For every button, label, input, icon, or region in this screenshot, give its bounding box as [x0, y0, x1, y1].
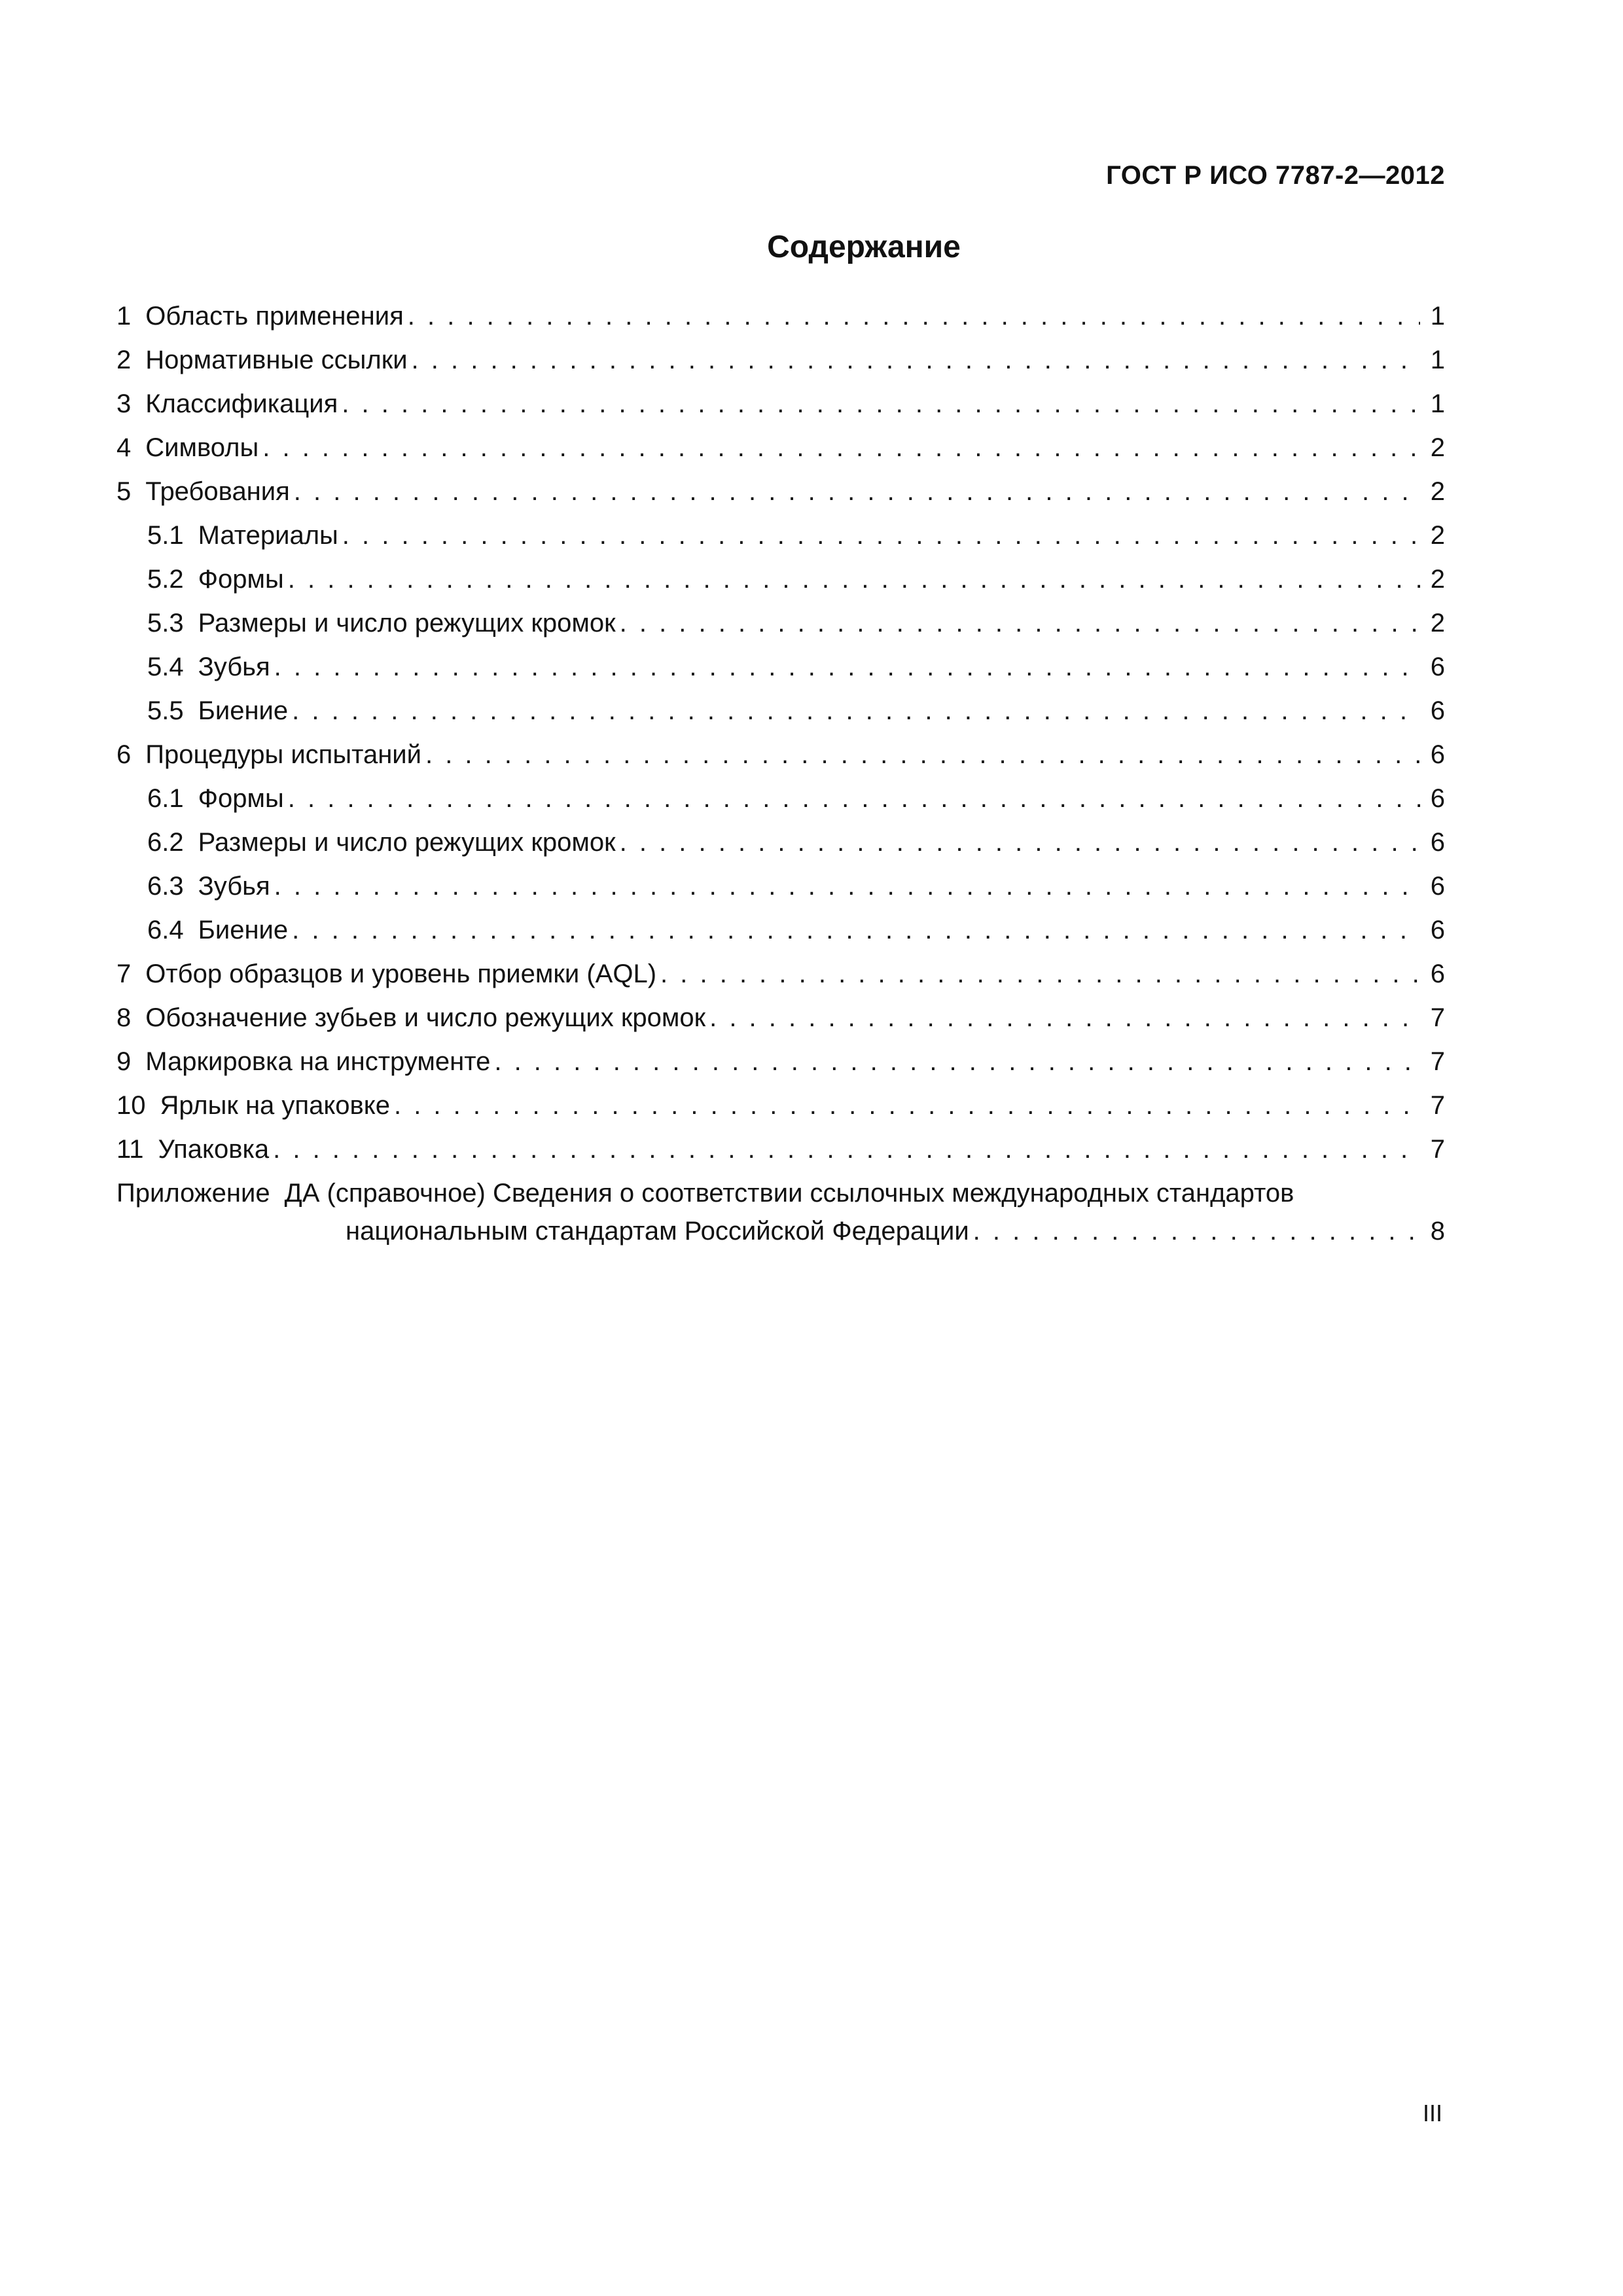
toc-entry[interactable] [116, 295, 1445, 338]
toc-entry-page-number: 6 [1430, 696, 1445, 725]
toc-entry-page-number: 7 [1430, 1047, 1445, 1076]
toc-entry-title: Зубья [198, 872, 270, 901]
toc-entry-page-number: 6 [1430, 872, 1445, 901]
toc-entry[interactable] [116, 996, 1445, 1040]
toc-entry-page-number: 1 [1430, 302, 1445, 331]
toc-entry-number: 1 [116, 302, 132, 331]
toc-entry[interactable] [116, 952, 1445, 996]
toc-entry[interactable] [116, 601, 1445, 645]
toc-entry-title: Формы [198, 565, 284, 594]
toc-entry[interactable] [116, 865, 1445, 908]
toc-entry[interactable] [116, 338, 1445, 382]
leader-dots [292, 689, 1420, 733]
leader-dots [425, 733, 1420, 777]
toc-title: Содержание [767, 230, 961, 264]
toc-entry-number: 6 [116, 740, 132, 769]
toc-entry-title: Биение [198, 916, 289, 944]
toc-entry-page-number: 6 [1430, 784, 1445, 813]
toc-entry-title: Нормативные ссылки [145, 346, 408, 374]
toc-entry-title: Ярлык на упаковке [160, 1091, 390, 1120]
toc-entry-title: Формы [198, 784, 284, 813]
toc-entry-title: Размеры и число режущих кромок [198, 609, 616, 637]
toc-entry-number: 3 [116, 389, 132, 418]
toc-entry[interactable] [116, 733, 1445, 777]
toc-entry-title: Размеры и число режущих кромок [198, 828, 616, 857]
toc-entry-number: 7 [116, 960, 132, 988]
appendix-label: Приложение [116, 1179, 270, 1208]
toc-entry[interactable] [116, 777, 1445, 821]
toc-entry[interactable] [116, 426, 1445, 470]
toc-entry-number: 5.2 [147, 565, 184, 594]
toc-entry[interactable] [116, 1084, 1445, 1128]
toc-entry[interactable] [116, 689, 1445, 733]
toc-entry-page-number: 7 [1430, 1003, 1445, 1032]
toc-entry-page-number: 6 [1430, 960, 1445, 988]
toc-entry[interactable] [116, 470, 1445, 514]
toc-entry-title: Упаковка [158, 1135, 270, 1164]
appendix-title-line2: национальным стандартам Российской Федерации [346, 1217, 969, 1246]
toc-entry-page-number: 2 [1430, 565, 1445, 594]
toc-entry-number: 11 [116, 1135, 144, 1164]
toc-entry-number: 5.1 [147, 521, 184, 550]
toc-entry-page-number: 2 [1430, 433, 1445, 462]
toc-entry-number: 6.4 [147, 916, 184, 944]
toc-entry[interactable] [116, 558, 1445, 601]
leader-dots [273, 1128, 1420, 1172]
toc-entry-title: Требования [145, 477, 290, 506]
toc-entry[interactable] [116, 382, 1445, 426]
leader-dots [973, 1212, 1420, 1250]
leader-dots [408, 295, 1420, 338]
leader-dots [274, 645, 1420, 689]
leader-dots [342, 382, 1420, 426]
leader-dots [292, 908, 1420, 952]
toc-entry[interactable] [116, 1128, 1445, 1172]
toc-entry-number: 4 [116, 433, 132, 462]
toc-entry-page-number: 2 [1430, 521, 1445, 550]
page-number: III [1422, 2100, 1442, 2126]
toc-entry-page-number: 7 [1430, 1135, 1445, 1164]
toc-entry-number: 10 [116, 1091, 146, 1120]
toc-entry-page-number: 6 [1430, 740, 1445, 769]
toc-entry[interactable] [116, 908, 1445, 952]
toc-entry[interactable] [116, 821, 1445, 865]
toc-entry[interactable] [116, 1040, 1445, 1084]
leader-dots [274, 865, 1420, 908]
leader-dots [412, 338, 1420, 382]
toc-entry-number: 5.3 [147, 609, 184, 637]
toc-entry-page-number: 1 [1430, 346, 1445, 374]
leader-dots [342, 514, 1420, 558]
leader-dots [620, 601, 1420, 645]
toc-entry-number: 6.1 [147, 784, 184, 813]
toc-entry-number: 5 [116, 477, 132, 506]
appendix-page-number: 8 [1430, 1217, 1445, 1246]
toc-entry-title: Отбор образцов и уровень приемки (AQL) [145, 960, 657, 988]
toc-entry-title: Маркировка на инструменте [145, 1047, 491, 1076]
toc-entry-page-number: 6 [1430, 916, 1445, 944]
toc-entry-number: 5.4 [147, 653, 184, 681]
toc-entry-title: Биение [198, 696, 289, 725]
toc-entry-title: Область применения [145, 302, 404, 331]
standard-code: ГОСТ Р ИСО 7787-2—2012 [1106, 161, 1445, 190]
appendix-title-line1: ДА (справочное) Сведения о соответствии ссылочных международных стандартов [284, 1179, 1294, 1208]
toc-entry-number: 6.3 [147, 872, 184, 901]
toc-entry-number: 9 [116, 1047, 132, 1076]
leader-dots [394, 1084, 1420, 1128]
table-of-contents [116, 295, 1445, 1250]
toc-entry-page-number: 7 [1430, 1091, 1445, 1120]
leader-dots [262, 426, 1420, 470]
leader-dots [494, 1040, 1420, 1084]
leader-dots [294, 470, 1420, 514]
toc-entry-title: Зубья [198, 653, 270, 681]
toc-entry-title: Процедуры испытаний [145, 740, 421, 769]
toc-entry-page-number: 6 [1430, 653, 1445, 681]
toc-entry-number: 6.2 [147, 828, 184, 857]
toc-appendix-entry[interactable] [116, 1174, 1445, 1250]
leader-dots [660, 952, 1420, 996]
toc-entry-number: 5.5 [147, 696, 184, 725]
toc-entry-number: 2 [116, 346, 132, 374]
leader-dots [709, 996, 1420, 1040]
toc-entry-title: Классификация [145, 389, 338, 418]
leader-dots [288, 558, 1420, 601]
toc-entry[interactable] [116, 514, 1445, 558]
toc-entry-page-number: 2 [1430, 609, 1445, 637]
leader-dots [288, 777, 1420, 821]
leader-dots [620, 821, 1420, 865]
toc-entry-number: 8 [116, 1003, 132, 1032]
toc-entry-title: Обозначение зубьев и число режущих кромок [145, 1003, 706, 1032]
toc-entry-title: Материалы [198, 521, 338, 550]
toc-entry-page-number: 6 [1430, 828, 1445, 857]
toc-entry-page-number: 2 [1430, 477, 1445, 506]
toc-entry[interactable] [116, 645, 1445, 689]
toc-entry-title: Символы [145, 433, 259, 462]
toc-entry-page-number: 1 [1430, 389, 1445, 418]
